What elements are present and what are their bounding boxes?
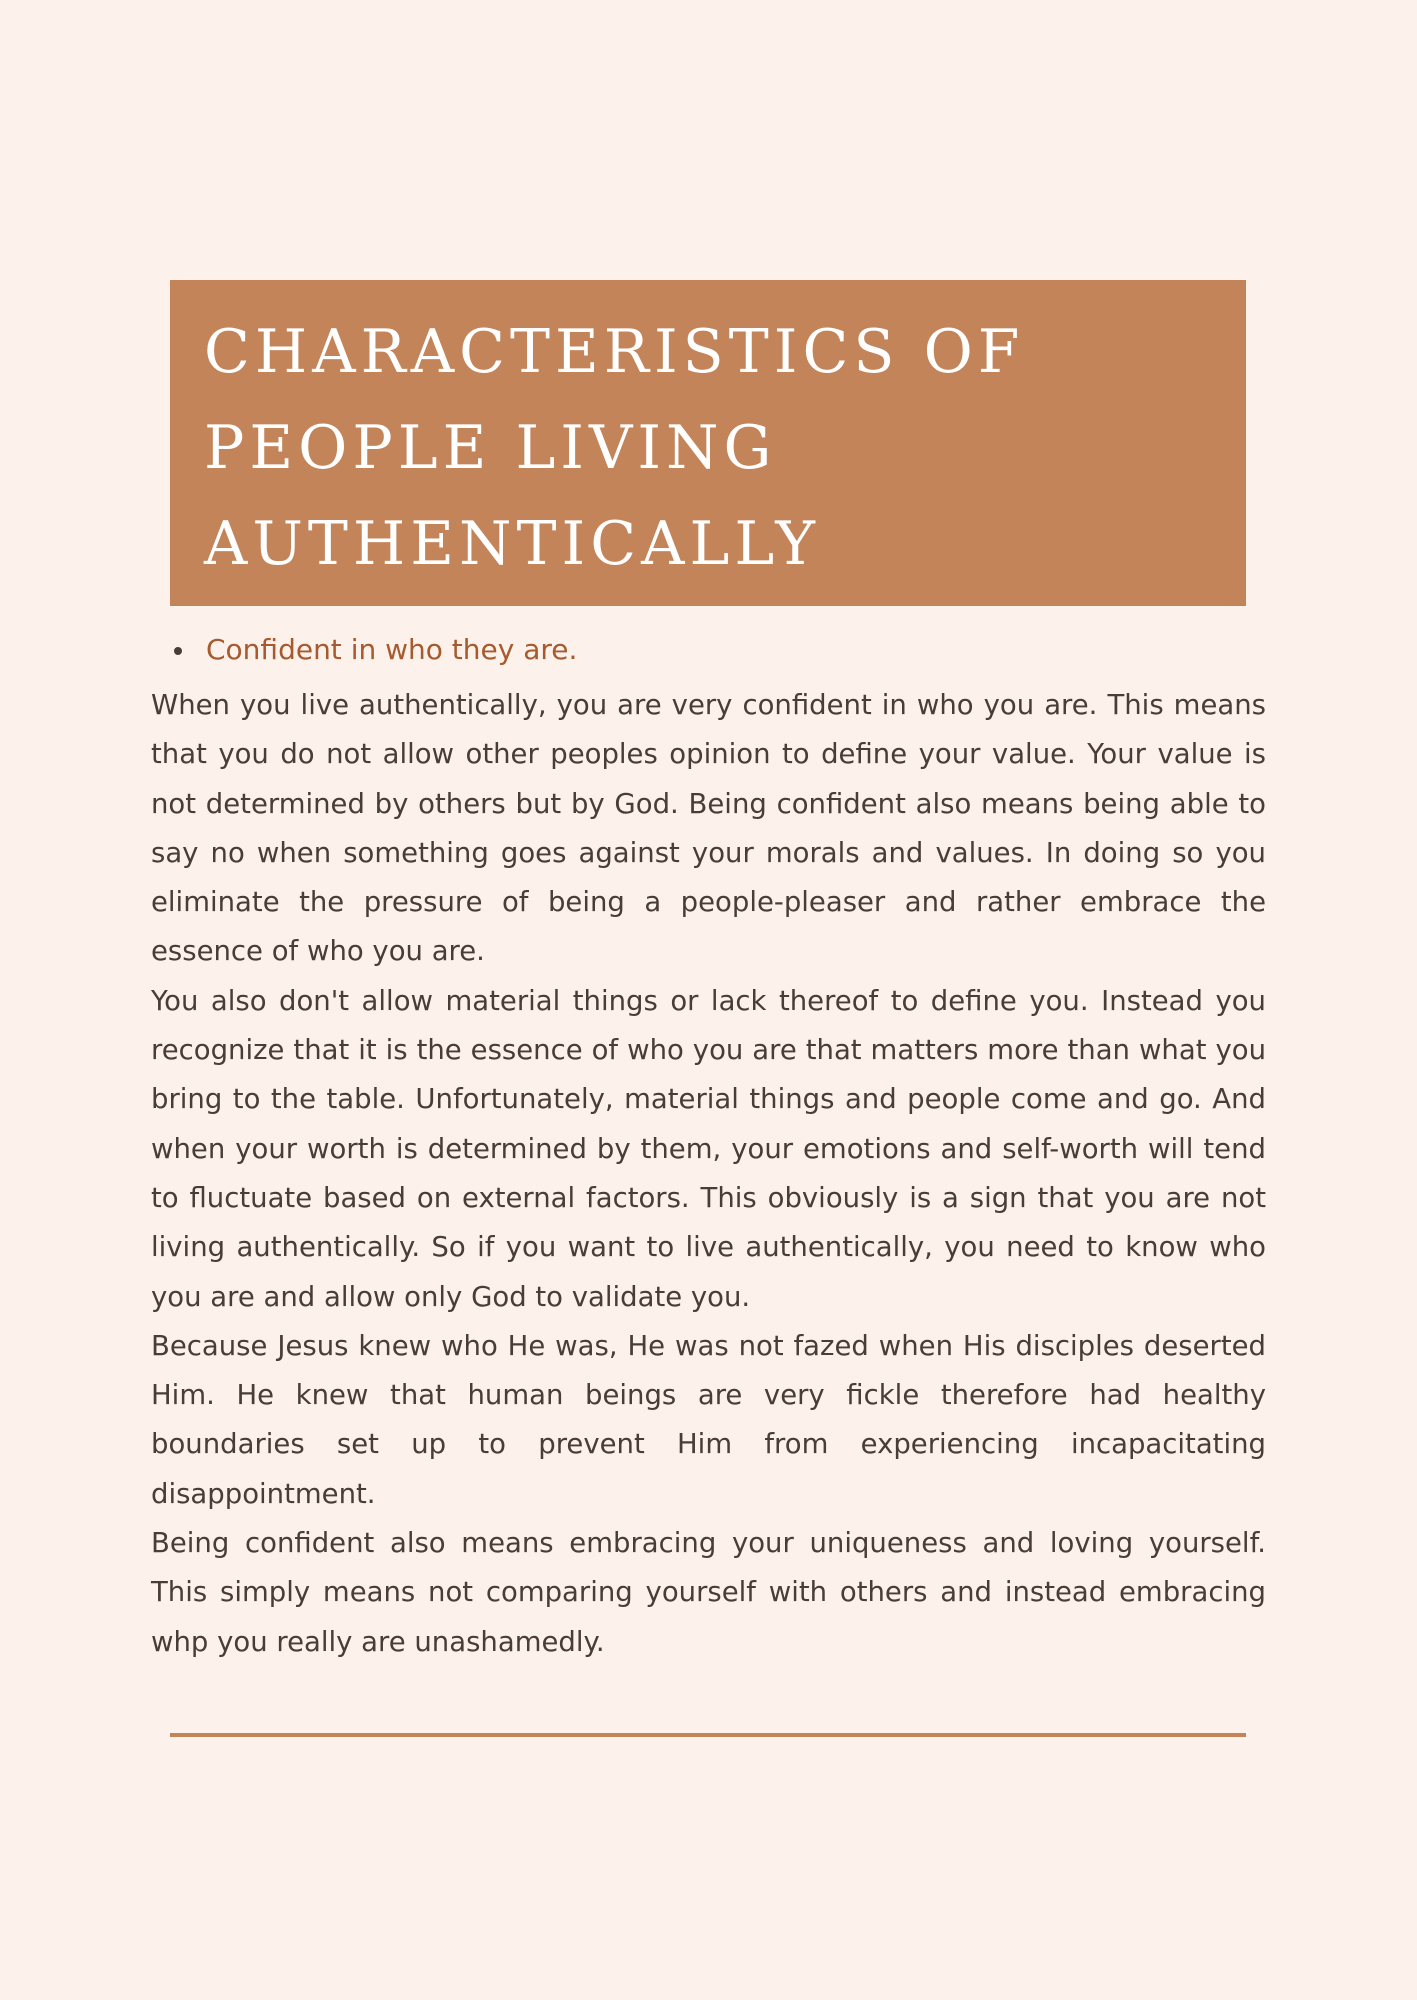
bullet-label: Confident in who they are. bbox=[206, 633, 578, 666]
paragraph-uniqueness: Being confident also means embracing your uniqueness and loving yourself. This simply means not comparing yourself with others and instead embracing whp you really are unashamedly. bbox=[151, 1527, 1266, 1658]
title-banner bbox=[170, 280, 1246, 606]
bullet-list bbox=[170, 628, 577, 672]
paragraph-material-things: You also don't allow material things or lack thereof to define you. Instead you recognize that it is the essence of who you are that matters more than what you bring to the table. Unfortunately, material things and people come and go. And when your worth is determined by them, your emotions and self-worth will tend to fluctuate based on external factors. This obviously is a sign that you are not living authentically. So if you want to live authentically, you need to know who you are and allow only God to validate you. bbox=[151, 984, 1266, 1313]
paragraph-jesus-example: Because Jesus knew who He was, He was not fazed when His disciples deserted Him. He knew that human beings are very fickle therefore had healthy boundaries set up to prevent Him from experiencing incapacitating disappointment. bbox=[151, 1329, 1266, 1510]
paragraph-confidence: When you live authentically, you are very confident in who you are. This means that you do not allow other peoples opinion to define your value. Your value is not determined by others but by God. Being confident also means being able to say no when something goes against your morals and values. In doing so you eliminate the pressure of being a people-pleaser and rather embrace the essence of who you are. bbox=[151, 689, 1266, 968]
bullet-item bbox=[170, 628, 577, 672]
bottom-divider bbox=[170, 1733, 1246, 1737]
bullet-dot-icon bbox=[174, 647, 182, 655]
body-text bbox=[151, 681, 1266, 1667]
page-title: CHARACTERISTICS OF PEOPLE LIVING AUTHENTICALLY bbox=[204, 317, 1025, 579]
